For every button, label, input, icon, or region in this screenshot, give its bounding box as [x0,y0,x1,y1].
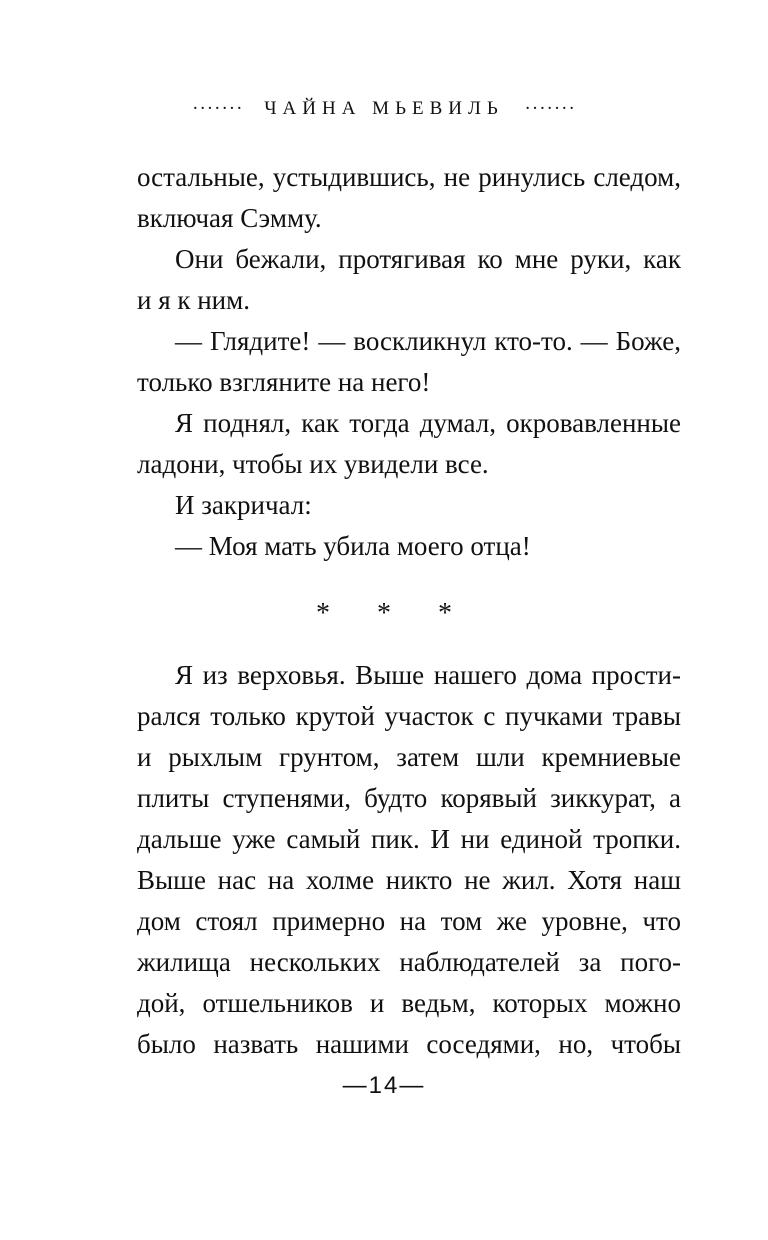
text-line: плиты ступенями, будто корявый зиккурат, а [137,783,681,813]
text-line: Я поднял, как тогда думал, окровавленные [175,408,681,438]
text-line: ладони, чтобы их увидели все. [137,449,489,479]
text-line: рался только крутой участок с пучками травы [137,701,681,731]
text-block-2 [137,655,681,1065]
text-line: остальные, устыдившись, не ринулись следом, [137,162,681,192]
running-header [0,98,768,120]
text-line: и я к ним. [137,285,250,315]
text-line: Они бежали, протягивая ко мне руки, как [175,244,681,274]
text-line: Я из верховья. Выше нашего дома прости- [175,660,681,690]
text-line: И закричал: [175,490,312,520]
header-dots-right: ······· [524,98,576,119]
text-line: — Глядите! — воскликнул кто-то. — Боже, [175,326,681,356]
text-line: и рыхлым грунтом, затем шли кремниевые [137,742,681,772]
text-line: было назвать нашими соседями, но, чтобы [137,1029,681,1059]
header-author: ЧАЙНА МЬЕВИЛЬ [264,98,504,119]
text-line: дом стоял примерно на том же уровне, что [137,906,681,936]
text-line: жилища нескольких наблюдателей за пого- [137,947,681,977]
text-line: — Моя мать убила моего отца! [175,531,531,561]
text-line: дальше уже самый пик. И ни единой тропки. [137,824,681,854]
text-line: дой, отшельников и ведьм, которых можно [137,988,681,1018]
header-dots-left: ······· [192,98,244,119]
page-number: —14— [342,1072,426,1099]
text-line: только взгляните на него! [137,367,431,397]
text-block-1 [137,157,681,567]
scene-break: * * * [316,598,472,629]
text-line: включая Сэмму. [137,203,322,233]
text-line: Выше нас на холме никто не жил. Хотя наш [137,865,681,895]
